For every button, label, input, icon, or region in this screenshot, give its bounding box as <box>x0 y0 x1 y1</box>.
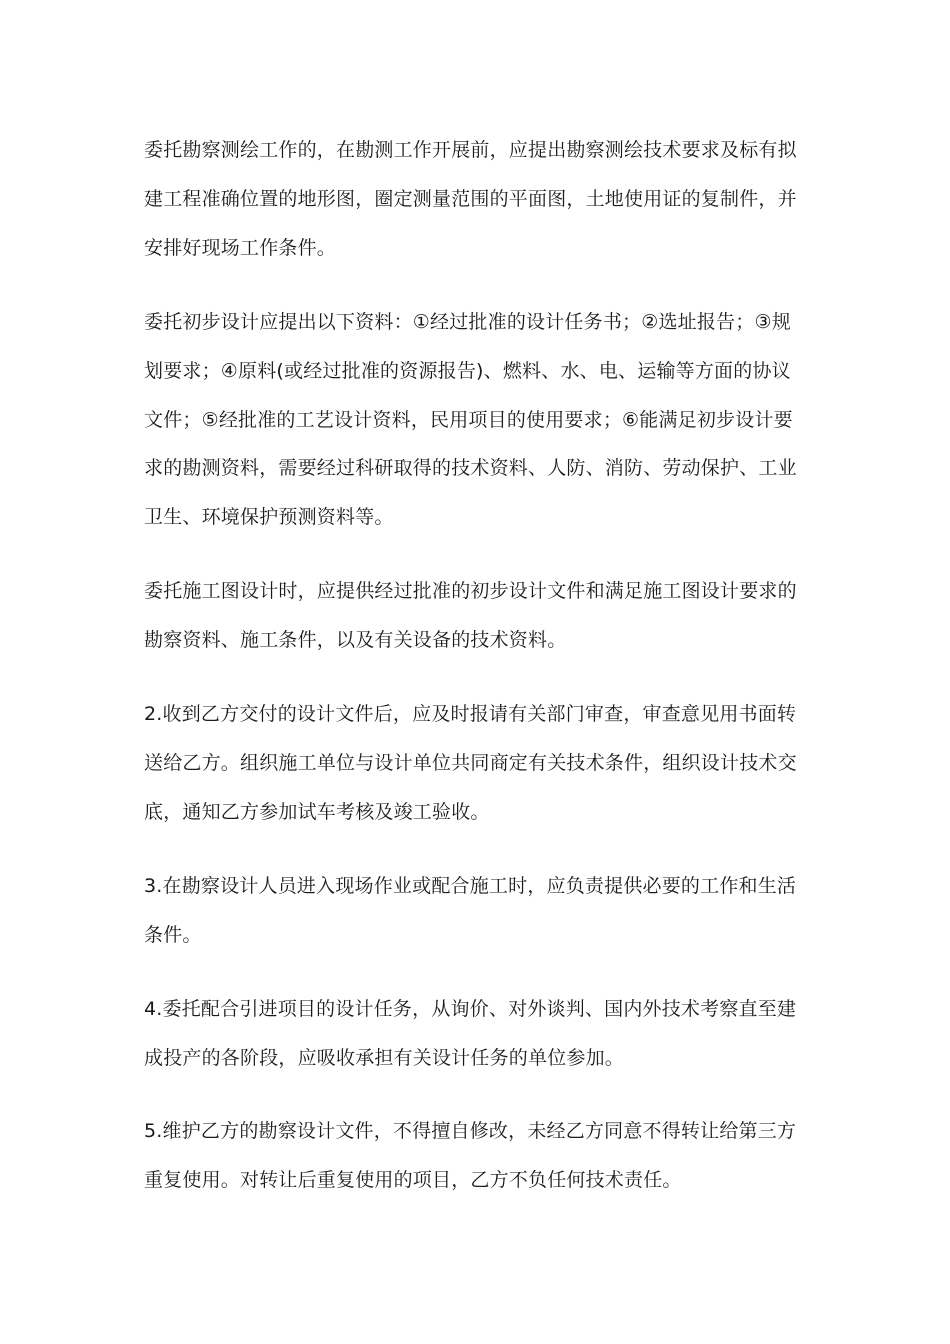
text-line: 底，通知乙方参加试车考核及竣工验收。 <box>144 800 490 823</box>
text-line: 条件。 <box>144 923 202 946</box>
paragraph-item-3 <box>144 862 804 960</box>
document-body <box>144 126 804 1230</box>
paragraph-item-2 <box>144 690 804 837</box>
paragraph-survey-commission <box>144 126 804 273</box>
text-line: 3.在勘察设计人员进入现场作业或配合施工时，应负责提供必要的工作和生活 <box>144 874 797 897</box>
text-line: 勘察资料、施工条件，以及有关设备的技术资料。 <box>144 629 567 652</box>
paragraph-item-5 <box>144 1107 804 1205</box>
text-line: 5.维护乙方的勘察设计文件，不得擅自修改，未经乙方同意不得转让给第三方 <box>144 1120 797 1143</box>
text-line: 重复使用。对转让后重复使用的项目，乙方不负任何技术责任。 <box>144 1169 682 1192</box>
text-line: 成投产的各阶段，应吸收承担有关设计任务的单位参加。 <box>144 1046 625 1069</box>
text-line: 4.委托配合引进项目的设计任务，从询价、对外谈判、国内外技术考察直至建 <box>144 997 797 1020</box>
text-line: 2.收到乙方交付的设计文件后，应及时报请有关部门审查，审查意见用书面转 <box>144 703 797 726</box>
text-line: 建工程准确位置的地形图，圈定测量范围的平面图，土地使用证的复制件，并 <box>144 187 797 210</box>
paragraph-preliminary-design <box>144 298 804 543</box>
text-line: 文件；⑤经批准的工艺设计资料，民用项目的使用要求；⑥能满足初步设计要 <box>144 408 793 431</box>
text-line: 卫生、环境保护预测资料等。 <box>144 506 394 529</box>
paragraph-construction-drawing <box>144 567 804 665</box>
text-line: 委托初步设计应提出以下资料：①经过批准的设计任务书；②选址报告；③规 <box>144 310 791 333</box>
text-line: 送给乙方。组织施工单位与设计单位共同商定有关技术条件，组织设计技术交 <box>144 751 797 774</box>
text-line: 安排好现场工作条件。 <box>144 236 337 259</box>
paragraph-item-4 <box>144 985 804 1083</box>
text-line: 委托勘察测绘工作的，在勘测工作开展前，应提出勘察测绘技术要求及标有拟 <box>144 139 797 161</box>
text-line: 委托施工图设计时，应提供经过批准的初步设计文件和满足施工图设计要求的 <box>144 580 797 603</box>
text-line: 求的勘测资料，需要经过科研取得的技术资料、人防、消防、劳动保护、工业 <box>144 457 797 480</box>
text-line: 划要求；④原料(或经过批准的资源报告)、燃料、水、电、运输等方面的协议 <box>144 359 791 382</box>
